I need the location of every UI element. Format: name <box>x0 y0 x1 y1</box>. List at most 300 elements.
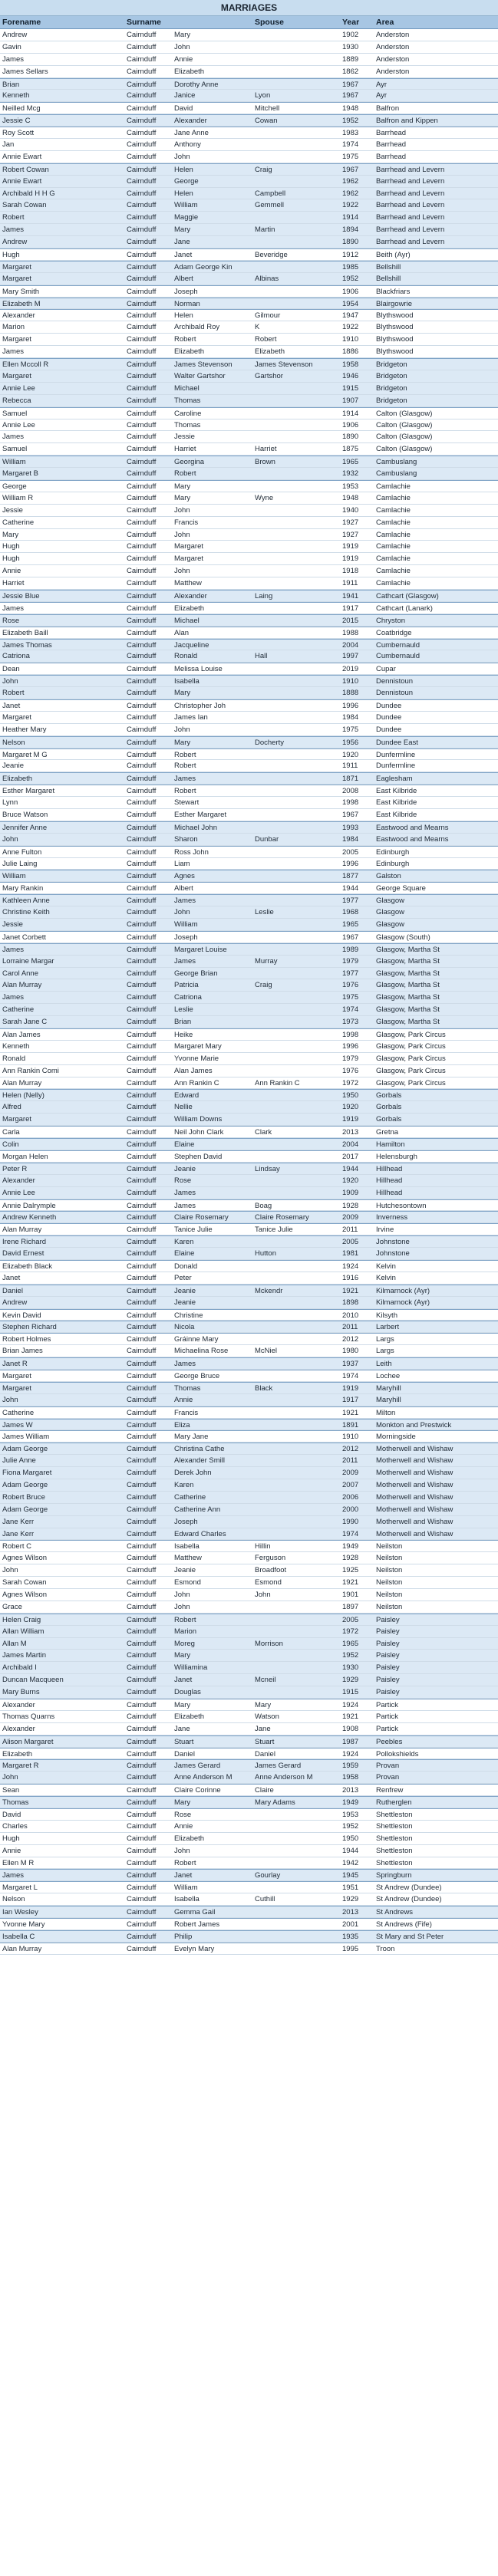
spouse-cell <box>252 1614 340 1625</box>
partner-cell: Stephen David <box>174 1152 223 1161</box>
table-row <box>0 1906 498 1918</box>
year-cell: 1996 <box>342 1041 359 1051</box>
forename-cell: Annie Ewart <box>2 176 42 186</box>
surname-cell: Cairnduff <box>127 591 157 600</box>
area-cell: Shettleston <box>376 1858 413 1867</box>
year-cell: 1897 <box>342 1602 359 1611</box>
partner-cell: Jane <box>174 1724 190 1733</box>
forename-cell: Catherine <box>2 1408 35 1417</box>
spouse-cell <box>252 529 340 541</box>
forename-cell: Robert Cowan <box>2 165 49 174</box>
table-row <box>0 285 498 298</box>
area-cell: Barrhead and Levern <box>376 189 445 198</box>
spouse-cell: Martin <box>255 225 275 235</box>
spouse-cell <box>252 1065 340 1077</box>
area-cell: Renfrew <box>376 1786 404 1795</box>
surname-cell: Cairnduff <box>127 1712 157 1721</box>
year-cell: 1920 <box>342 1176 359 1185</box>
surname-cell: Cairnduff <box>127 1529 157 1538</box>
forename-cell: Sarah Cowan <box>2 1578 47 1587</box>
spouse-cell <box>252 1334 340 1344</box>
partner-cell: Caroline <box>174 409 202 418</box>
table-row <box>0 224 498 236</box>
spouse-cell: Stuart <box>255 1737 275 1746</box>
partner-cell: Robert <box>174 469 196 479</box>
forename-cell: Margaret <box>2 274 32 283</box>
forename-cell: Ann Rankin Comi <box>2 1066 59 1075</box>
column-header-spouse: Spouse <box>255 18 284 27</box>
year-cell: 1929 <box>342 1676 359 1685</box>
spouse-cell: Brown <box>255 458 275 467</box>
year-cell: 1984 <box>342 834 359 844</box>
spouse-cell <box>252 1443 340 1454</box>
year-cell: 1918 <box>342 567 359 576</box>
forename-cell: Alison Margaret <box>2 1737 54 1746</box>
surname-cell: Cairnduff <box>127 712 157 722</box>
surname-cell: Cairnduff <box>127 1798 157 1808</box>
surname-cell: Cairnduff <box>127 1505 157 1514</box>
forename-cell: Carla <box>2 1128 20 1137</box>
partner-cell: Michaelina Rose <box>174 1347 229 1356</box>
table-row <box>0 1309 498 1321</box>
surname-cell: Cairnduff <box>127 1041 157 1051</box>
surname-cell: Cairnduff <box>127 67 157 76</box>
year-cell: 1941 <box>342 591 359 600</box>
year-cell: 2007 <box>342 1480 359 1489</box>
forename-cell: Annie Dalrymple <box>2 1201 56 1210</box>
forename-cell: Elizabeth <box>2 775 33 784</box>
year-cell: 1980 <box>342 1347 359 1356</box>
table-row <box>0 1065 498 1077</box>
area-cell: Kilsyth <box>376 1311 397 1320</box>
forename-cell: Sean <box>2 1786 20 1795</box>
table-row <box>0 1175 498 1187</box>
forename-cell: Allan M <box>2 1639 27 1648</box>
year-cell: 1952 <box>342 117 359 126</box>
area-cell: Motherwell and Wishaw <box>376 1505 453 1514</box>
year-cell: 1914 <box>342 409 359 418</box>
surname-cell: Cairnduff <box>127 1360 157 1369</box>
table-row <box>0 1345 498 1357</box>
table-row <box>0 1759 498 1772</box>
forename-cell: Peter R <box>2 1164 28 1173</box>
surname-cell: Cairnduff <box>127 1005 157 1015</box>
surname-cell: Cairnduff <box>127 1420 157 1429</box>
area-cell: Neilston <box>376 1542 403 1551</box>
surname-cell: Cairnduff <box>127 1469 157 1478</box>
surname-cell: Cairnduff <box>127 1298 157 1307</box>
surname-cell: Cairnduff <box>127 933 157 942</box>
surname-cell: Cairnduff <box>127 1335 157 1344</box>
spouse-cell <box>252 1016 340 1028</box>
partner-cell: Daniel <box>174 1749 195 1758</box>
surname-cell: Cairnduff <box>127 396 157 405</box>
year-cell: 1954 <box>342 299 359 308</box>
forename-cell: Janet Corbett <box>2 933 47 942</box>
forename-cell: Isabella C <box>2 1932 35 1941</box>
area-cell: Cambuslang <box>376 469 417 479</box>
partner-cell: Edward <box>174 1091 200 1100</box>
table-row <box>0 1516 498 1528</box>
spouse-cell: Claire <box>255 1786 274 1795</box>
spouse-cell: Ferguson <box>255 1554 286 1563</box>
year-cell: 1976 <box>342 981 359 990</box>
surname-cell: Cairnduff <box>127 1701 157 1710</box>
spouse-cell <box>252 1516 340 1528</box>
table-row <box>0 1833 498 1845</box>
year-cell: 2009 <box>342 1213 359 1222</box>
partner-cell: Peter <box>174 1273 192 1282</box>
table-row <box>0 565 498 577</box>
partner-cell: Catriona <box>174 993 202 1002</box>
spouse-cell: McNiel <box>255 1347 278 1356</box>
forename-cell: Rebecca <box>2 396 31 405</box>
spouse-cell: Anne Anderson M <box>255 1773 313 1782</box>
forename-cell: Fiona Margaret <box>2 1469 52 1478</box>
partner-cell: Archibald Roy <box>174 323 220 332</box>
forename-cell: Jessie <box>2 920 23 929</box>
surname-cell: Cairnduff <box>127 640 157 650</box>
year-cell: 1921 <box>342 1712 359 1721</box>
year-cell: 1944 <box>342 884 359 893</box>
surname-cell: Cairnduff <box>127 311 157 321</box>
table-row <box>0 650 498 663</box>
surname-cell: Cairnduff <box>127 945 157 954</box>
partner-cell: William <box>174 201 198 210</box>
spouse-cell: James Gerard <box>255 1762 302 1771</box>
area-cell: Cumbernauld <box>376 640 420 650</box>
area-cell: Shettleston <box>376 1811 413 1820</box>
spouse-cell <box>252 1175 340 1186</box>
table-row <box>0 1101 498 1114</box>
year-cell: 1958 <box>342 360 359 370</box>
spouse-cell <box>252 468 340 479</box>
table-row <box>0 821 498 834</box>
partner-cell: William <box>174 1883 198 1893</box>
table-row <box>0 480 498 492</box>
year-cell: 1977 <box>342 897 359 906</box>
spouse-cell <box>252 773 340 784</box>
area-cell: Blackfriars <box>376 287 411 296</box>
surname-cell: Cairnduff <box>127 1323 157 1332</box>
partner-cell: Elizabeth <box>174 1712 205 1721</box>
partner-cell: Christopher Joh <box>174 701 226 710</box>
year-cell: 1990 <box>342 1517 359 1526</box>
surname-cell: Cairnduff <box>127 1383 157 1393</box>
partner-cell: Elizabeth <box>174 347 205 357</box>
table-row <box>0 188 498 200</box>
area-cell: Camlachie <box>376 542 411 551</box>
forename-cell: Kevin David <box>2 1311 41 1320</box>
spouse-cell <box>252 1236 340 1247</box>
partner-cell: Mary <box>174 738 191 747</box>
year-cell: 1917 <box>342 604 359 613</box>
table-row <box>0 1869 498 1881</box>
year-cell: 1945 <box>342 1871 359 1880</box>
forename-cell: Sarah Jane C <box>2 1018 48 1027</box>
partner-cell: Sharon <box>174 834 198 844</box>
year-cell: 1965 <box>342 458 359 467</box>
surname-cell: Cairnduff <box>127 1262 157 1271</box>
table-row <box>0 151 498 163</box>
year-cell: 1959 <box>342 1762 359 1771</box>
year-cell: 1996 <box>342 859 359 868</box>
forename-cell: Hugh <box>2 554 20 564</box>
year-cell: 1948 <box>342 493 359 502</box>
surname-cell: Cairnduff <box>127 1724 157 1733</box>
area-cell: Dundee <box>376 725 402 734</box>
area-cell: Anderston <box>376 67 410 76</box>
surname-cell: Cairnduff <box>127 323 157 332</box>
partner-cell: Catherine <box>174 1492 206 1502</box>
table-row <box>0 443 498 456</box>
surname-cell: Cairnduff <box>127 616 157 625</box>
table-row <box>0 1187 498 1199</box>
area-cell: Larbert <box>376 1323 400 1332</box>
spouse-cell <box>252 858 340 870</box>
partner-cell: James Ian <box>174 712 208 722</box>
table-row <box>0 1711 498 1723</box>
partner-cell: Anthony <box>174 140 201 150</box>
table-row <box>0 29 498 41</box>
partner-cell: Isabella <box>174 1542 200 1551</box>
spouse-cell <box>252 1420 340 1430</box>
forename-cell: Catriona <box>2 652 30 661</box>
surname-cell: Cairnduff <box>127 383 157 393</box>
surname-cell: Cairnduff <box>127 1140 157 1150</box>
table-row <box>0 663 498 675</box>
forename-cell: James <box>2 604 24 613</box>
year-cell: 1974 <box>342 140 359 150</box>
forename-cell: Heather Mary <box>2 725 47 734</box>
surname-cell: Cairnduff <box>127 1395 157 1404</box>
spouse-cell <box>252 663 340 674</box>
surname-cell: Cairnduff <box>127 981 157 990</box>
partner-cell: Mary <box>174 1701 191 1710</box>
area-cell: Bridgeton <box>376 360 407 370</box>
year-cell: 2011 <box>342 1323 358 1332</box>
spouse-cell: Daniel <box>255 1749 275 1758</box>
partner-cell: Jane <box>174 238 190 247</box>
spouse-cell: Watson <box>255 1712 279 1721</box>
surname-cell: Cairnduff <box>127 1932 157 1941</box>
area-cell: Edinburgh <box>376 847 410 857</box>
area-cell: Bellshill <box>376 274 401 283</box>
forename-cell: Alan Murray <box>2 1225 42 1235</box>
forename-cell: Annie Lee <box>2 383 35 393</box>
area-cell: Bellshill <box>376 262 401 271</box>
forename-cell: James William <box>2 1433 50 1442</box>
year-cell: 1950 <box>342 1834 359 1843</box>
partner-cell: Christine <box>174 1311 203 1320</box>
forename-cell: Alfred <box>2 1103 21 1112</box>
forename-cell: Kathleen Anne <box>2 897 50 906</box>
spouse-cell <box>252 29 340 41</box>
forename-cell: Mary <box>2 530 19 539</box>
surname-cell: Cairnduff <box>127 1408 157 1417</box>
partner-cell: James <box>174 1201 196 1210</box>
spouse-cell: Gemmell <box>255 201 285 210</box>
partner-cell: Margaret Mary <box>174 1041 222 1051</box>
year-cell: 2017 <box>342 1152 359 1161</box>
year-cell: 1953 <box>342 482 359 491</box>
area-cell: St Andrew (Dundee) <box>376 1883 442 1893</box>
forename-cell: Nelson <box>2 1895 25 1904</box>
table-row <box>0 1163 498 1175</box>
table-row <box>0 1845 498 1857</box>
year-cell: 1972 <box>342 1078 359 1087</box>
year-cell: 1972 <box>342 1627 359 1636</box>
spouse-cell <box>252 797 340 808</box>
table-row <box>0 1796 498 1808</box>
partner-cell: Douglas <box>174 1688 201 1697</box>
spouse-cell <box>252 944 340 955</box>
year-cell: 1962 <box>342 189 359 198</box>
surname-cell: Cairnduff <box>127 445 157 454</box>
area-cell: Neilston <box>376 1554 403 1563</box>
surname-cell: Cairnduff <box>127 299 157 308</box>
partner-cell: Isabella <box>174 1895 200 1904</box>
surname-cell: Cairnduff <box>127 872 157 881</box>
area-cell: Barrhead <box>376 140 407 150</box>
spouse-cell <box>252 760 340 771</box>
area-cell: Chryston <box>376 616 406 625</box>
forename-cell: Dean <box>2 665 20 674</box>
forename-cell: Lorraine Margar <box>2 956 54 966</box>
partner-cell: John <box>174 908 190 917</box>
partner-cell: Dorothy Anne <box>174 80 219 89</box>
surname-cell: Cairnduff <box>127 347 157 357</box>
spouse-cell <box>252 968 340 979</box>
table-row <box>0 1723 498 1735</box>
year-cell: 1919 <box>342 542 359 551</box>
surname-cell: Cairnduff <box>127 811 157 819</box>
year-cell: 1993 <box>342 823 359 832</box>
spouse-cell: Esmond <box>255 1578 282 1587</box>
area-cell: Anderston <box>376 54 410 64</box>
area-cell: Glasgow, Martha St <box>376 1018 440 1027</box>
year-cell: 2015 <box>342 616 359 625</box>
surname-cell: Cairnduff <box>127 1091 157 1100</box>
forename-cell: Adam George <box>2 1505 48 1514</box>
forename-cell: Carol Anne <box>2 969 39 978</box>
spouse-cell: Mary <box>255 1701 272 1710</box>
year-cell: 2000 <box>342 1505 359 1514</box>
forename-cell: James Martin <box>2 1651 47 1660</box>
forename-cell: James <box>2 945 24 954</box>
partner-cell: Jeanie <box>174 1298 196 1307</box>
partner-cell: Annie <box>174 1395 193 1404</box>
year-cell: 1919 <box>342 1115 359 1124</box>
area-cell: Hutchesontown <box>376 1201 427 1210</box>
table-row <box>0 346 498 358</box>
table-row <box>0 1784 498 1796</box>
spouse-cell <box>252 1479 340 1491</box>
forename-cell: Bruce Watson <box>2 811 48 819</box>
spouse-cell: Broadfoot <box>255 1566 287 1575</box>
surname-cell: Cairnduff <box>127 104 157 114</box>
table-row <box>0 1028 498 1041</box>
table-row <box>0 1492 498 1504</box>
forename-cell: Roy Scott <box>2 129 35 138</box>
table-row <box>0 505 498 517</box>
partner-cell: James <box>174 897 196 906</box>
year-cell: 2004 <box>342 1140 359 1150</box>
forename-cell: Esther Margaret <box>2 787 55 796</box>
table-row <box>0 956 498 968</box>
year-cell: 1989 <box>342 945 359 954</box>
surname-cell: Cairnduff <box>127 1615 157 1624</box>
table-row <box>0 906 498 919</box>
year-cell: 2008 <box>342 787 359 796</box>
partner-cell: Robert <box>174 1615 196 1624</box>
forename-cell: Margaret <box>2 335 32 344</box>
table-row <box>0 127 498 139</box>
table-row <box>0 834 498 846</box>
year-cell: 1920 <box>342 750 359 759</box>
partner-cell: Joseph <box>174 287 198 296</box>
surname-cell: Cairnduff <box>127 360 157 370</box>
year-cell: 1930 <box>342 42 359 51</box>
spouse-cell <box>252 627 340 638</box>
year-cell: 1915 <box>342 383 359 393</box>
forename-cell: Ian Wesley <box>2 1908 38 1917</box>
year-cell: 1928 <box>342 1201 359 1210</box>
spouse-cell <box>252 1626 340 1637</box>
partner-cell: Adam George Kin <box>174 262 233 271</box>
spouse-cell <box>252 565 340 577</box>
table-row <box>0 1662 498 1674</box>
year-cell: 1908 <box>342 1724 359 1733</box>
table-row <box>0 687 498 699</box>
surname-cell: Cairnduff <box>127 201 157 210</box>
forename-cell: Lynn <box>2 798 18 808</box>
forename-cell: Brian <box>2 80 20 89</box>
spouse-cell: Gilmour <box>255 311 281 321</box>
area-cell: Bridgeton <box>376 396 407 405</box>
spouse-cell <box>252 1845 340 1857</box>
year-cell: 1916 <box>342 1273 359 1282</box>
surname-cell: Cairnduff <box>127 189 157 198</box>
table-row <box>0 1211 498 1223</box>
area-cell: Paisley <box>376 1651 400 1660</box>
surname-cell: Cairnduff <box>127 750 157 759</box>
partner-cell: Nellie <box>174 1103 193 1112</box>
area-cell: Rutherglen <box>376 1798 412 1808</box>
forename-cell: Archibald H H G <box>2 189 55 198</box>
forename-cell: Agnes Wilson <box>2 1554 48 1563</box>
partner-cell: Janet <box>174 251 193 260</box>
partner-cell: Annie <box>174 1821 193 1831</box>
table-row <box>0 809 498 821</box>
table-row <box>0 407 498 419</box>
year-cell: 1998 <box>342 1031 359 1040</box>
spouse-cell <box>252 577 340 589</box>
area-cell: Eaglesham <box>376 775 413 784</box>
table-row <box>0 1479 498 1492</box>
partner-cell: Liam <box>174 859 190 868</box>
forename-cell: Andrew <box>2 31 28 39</box>
spouse-cell <box>252 1919 340 1930</box>
area-cell: Partick <box>376 1701 399 1710</box>
surname-cell: Cairnduff <box>127 1078 157 1087</box>
area-cell: Neilston <box>376 1566 403 1575</box>
area-cell: Gorbals <box>376 1115 402 1124</box>
table-row <box>0 529 498 541</box>
table-body <box>0 29 498 1955</box>
area-cell: Maryhill <box>376 1395 401 1404</box>
forename-cell: Marion <box>2 323 25 332</box>
